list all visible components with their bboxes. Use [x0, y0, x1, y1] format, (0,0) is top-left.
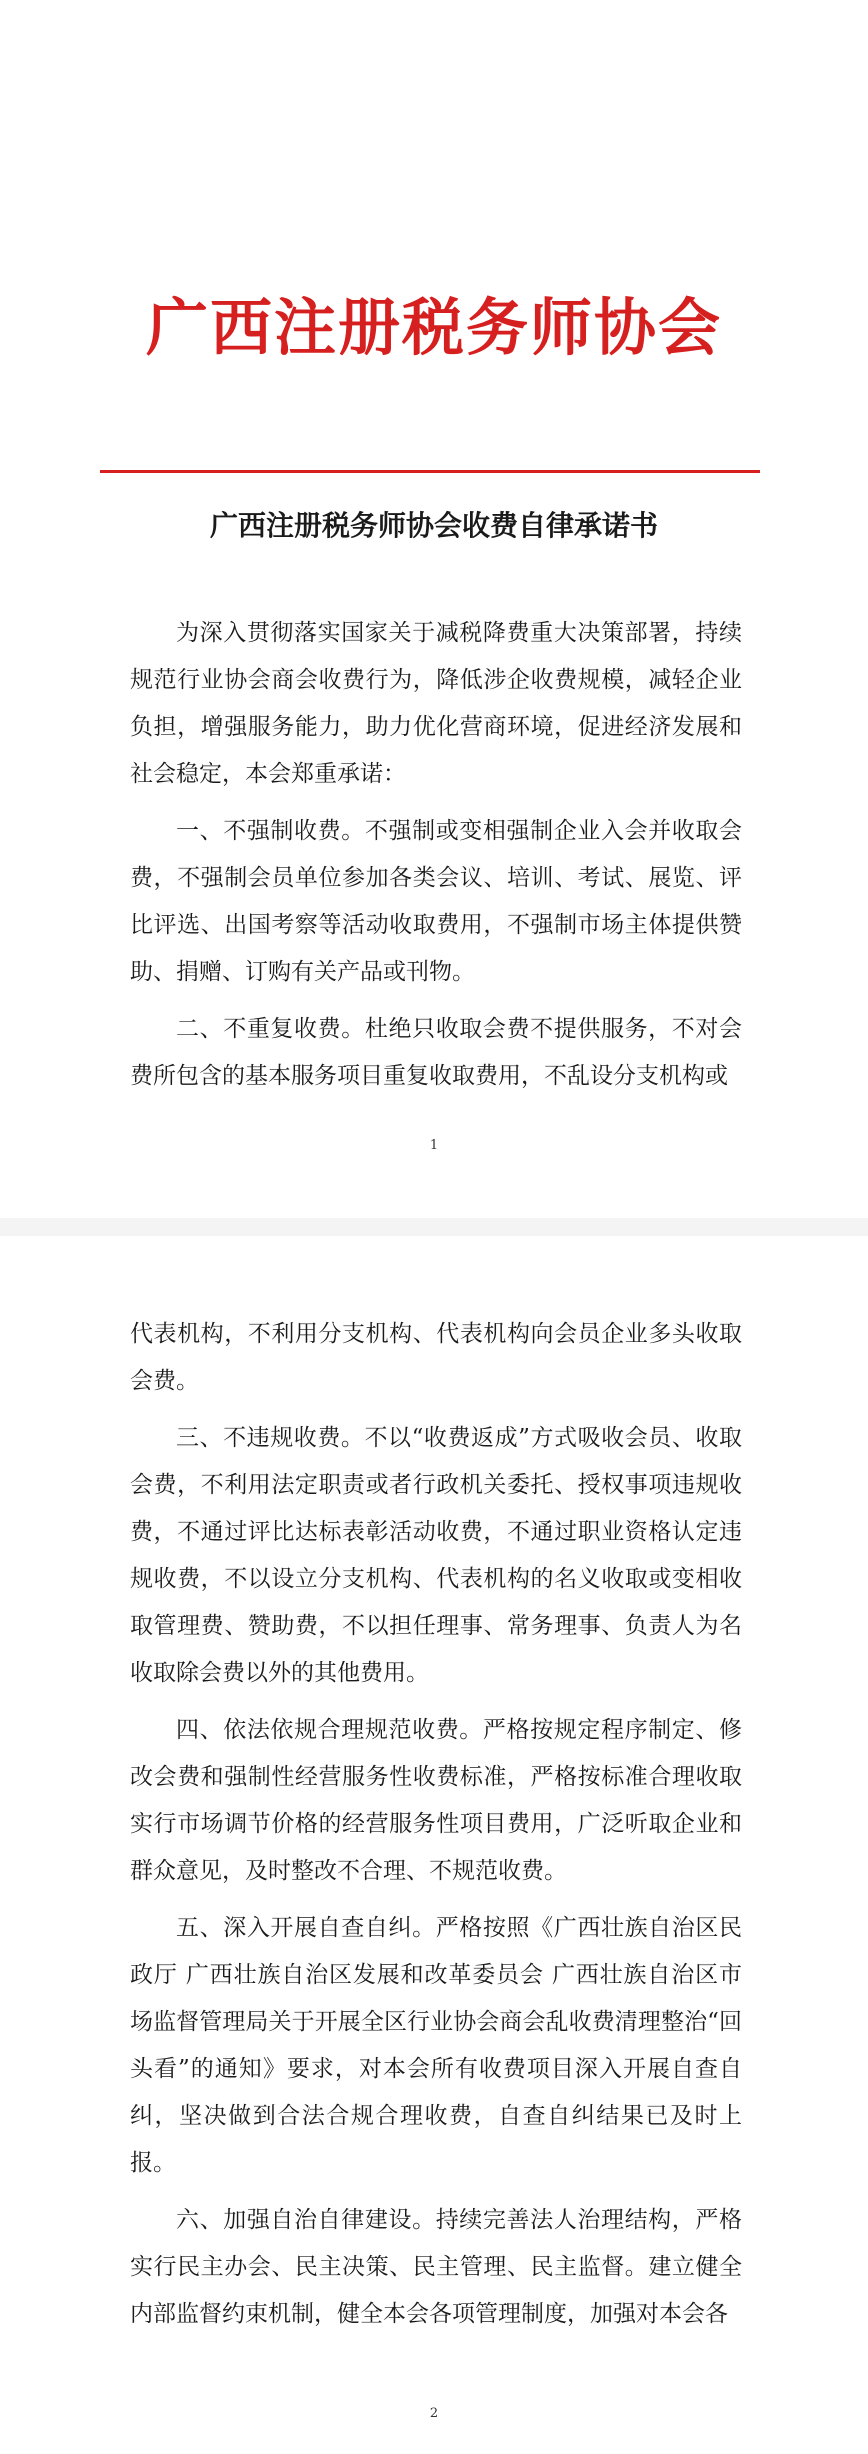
commitment-paragraph-4: 四、依法依规合理规范收费。严格按规定程序制定、修改会费和强制性经营服务性收费标准，严格按标准合理收取实行市场调节价格的经营服务性项目费用，广泛听取企业和群众意见，及时整改不合理、不规范收费。	[130, 1717, 742, 1884]
commitment-paragraph-3: 三、不违规收费。不以“收费返成”方式吸收会员、收取会费，不利用法定职责或者行政机关委托、授权事项违规收费，不通过评比达标表彰活动收费，不通过职业资格认定违规收费，不以设立分支机构、代表机构的名义收取或变相收取管理费、赞助费，不以担任理事、常务理事、负责人为名收取除会费以外的其他费用。	[130, 1425, 742, 1686]
page-2-body	[130, 1311, 742, 2348]
commitment-paragraph-2: 二、不重复收费。杜绝只收取会费不提供服务，不对会费所包含的基本服务项目重复收取费用，不乱设分支机构或	[130, 1016, 742, 1089]
commitment-paragraph-6: 六、加强自治自律建设。持续完善法人治理结构，严格实行民主办会、民主决策、民主管理、民主监督。建立健全内部监督约束机制，健全本会各项管理制度，加强对本会各	[130, 2207, 742, 2327]
page-separator	[0, 1218, 868, 1236]
page-number: 2	[429, 2406, 439, 2421]
document-page-2	[0, 1236, 868, 2454]
letterhead-red-rule	[100, 470, 760, 473]
page-1-body	[130, 610, 742, 1110]
commitment-paragraph-5: 五、深入开展自查自纠。严格按照《广西壮族自治区民政厅 广西壮族自治区发展和改革委员会 广西壮族自治区市场监督管理局关于开展全区行业协会商会乱收费清理整治“回头看”的通知》要求，对本会所有收费项目深入开展自查自纠，坚决做到合法合规合理收费，自查自纠结果已及时上报。	[130, 1915, 742, 2176]
continued-paragraph: 代表机构，不利用分支机构、代表机构向会员企业多头收取会费。	[130, 1321, 742, 1394]
commitment-paragraph-1: 一、不强制收费。不强制或变相强制企业入会并收取会费，不强制会员单位参加各类会议、培训、考试、展览、评比评选、出国考察等活动收取费用，不强制市场主体提供赞助、捐赠、订购有关产品或刊物。	[130, 818, 742, 985]
organization-letterhead-title: 广西注册税务师协会	[145, 291, 722, 364]
document-page-1	[0, 0, 868, 1218]
document-title: 广西注册税务师协会收费自律承诺书	[209, 509, 658, 542]
intro-paragraph: 为深入贯彻落实国家关于减税降费重大决策部署，持续规范行业协会商会收费行为，降低涉企收费规模，减轻企业负担，增强服务能力，助力优化营商环境，促进经济发展和社会稳定，本会郑重承诺：	[130, 620, 742, 787]
page-number: 1	[429, 1138, 439, 1153]
